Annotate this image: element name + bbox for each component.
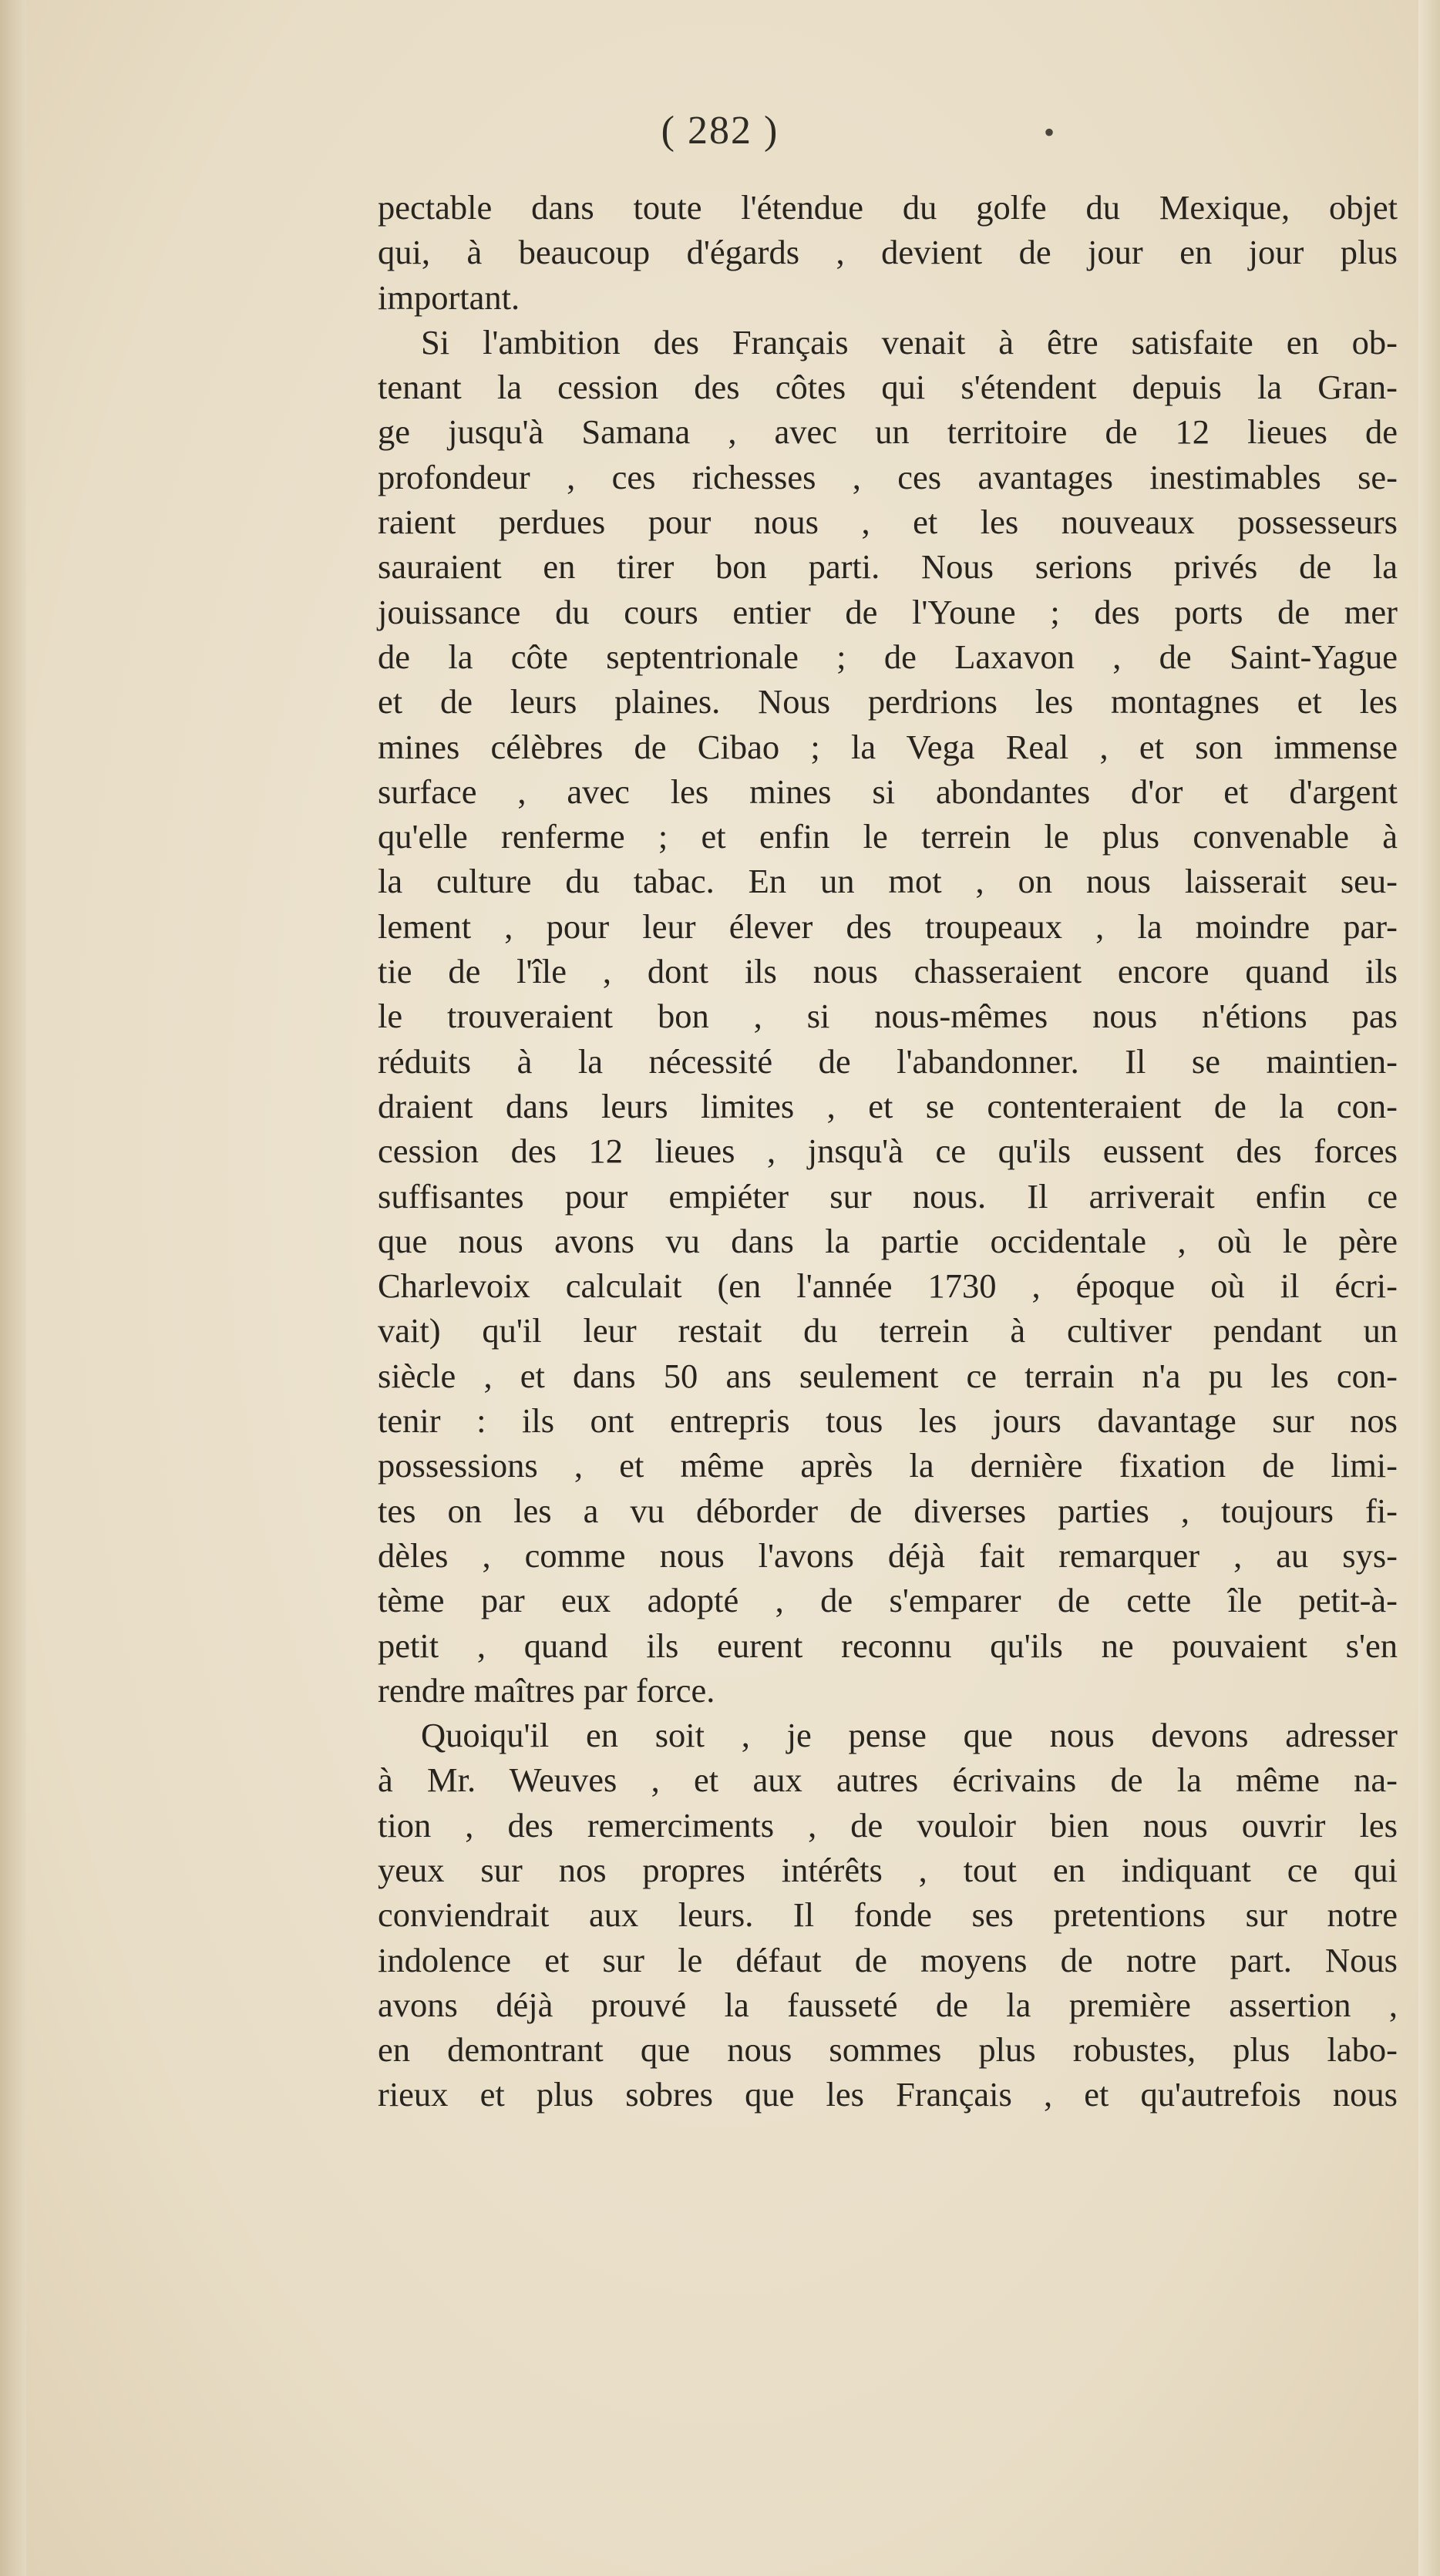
text-line: de la côte septentrionale ; de Laxavon , de Saint-Yague xyxy=(378,637,1398,676)
text-line: conviendrait aux leurs. Il fonde ses pretentions sur notre xyxy=(378,1895,1398,1935)
text-line: avons déjà prouvé la fausseté de la première assertion , xyxy=(378,1985,1398,2024)
text-line: Quoiqu'il en soit , je pense que nous devons adresser xyxy=(421,1716,1398,1755)
text-line: petit , quand ils eurent reconnu qu'ils ne pouvaient s'en xyxy=(378,1626,1398,1665)
text-line: réduits à la nécessité de l'abandonner. Il se maintien- xyxy=(378,1041,1398,1081)
text-line: profondeur , ces richesses , ces avantages inestimables se- xyxy=(378,457,1398,496)
text-line: tenir : ils ont entrepris tous les jours davantage sur nos xyxy=(378,1401,1398,1441)
text-line: vait) qu'il leur restait du terrein à cultiver pendant un xyxy=(378,1311,1398,1350)
text-line: jouissance du cours entier de l'Youne ; des ports de mer xyxy=(378,592,1398,631)
text-line: qui, à beaucoup d'égards , devient de jour en jour plus xyxy=(378,233,1398,272)
text-line: la culture du tabac. En un mot , on nous laisserait seu- xyxy=(378,862,1398,901)
text-line: sauraient en tirer bon parti. Nous serions privés de la xyxy=(378,547,1398,587)
body-text xyxy=(378,185,1398,2117)
text-line: que nous avons vu dans la partie occidentale , où le père xyxy=(378,1221,1398,1260)
text-line: et de leurs plaines. Nous perdrions les montagnes et les xyxy=(378,682,1398,721)
text-line: tion , des remerciments , de vouloir bien nous ouvrir les xyxy=(378,1805,1398,1845)
text-line: indolence et sur le défaut de moyens de notre part. Nous xyxy=(378,1940,1398,1979)
page-gutter-shadow xyxy=(0,0,26,2576)
paragraph-3 xyxy=(378,1713,1398,2117)
text-line: Charlevoix calculait (en l'année 1730 , époque où il écri- xyxy=(378,1266,1398,1306)
text-line: rendre maîtres par force. xyxy=(378,1670,715,1710)
text-line: tie de l'île , dont ils nous chasseraient encore quand ils xyxy=(378,952,1398,991)
text-line: possessions , et même après la dernière fixation de limi- xyxy=(378,1446,1398,1485)
text-line: cession des 12 lieues , jnsqu'à ce qu'ils eussent des forces xyxy=(378,1132,1398,1171)
page-number: ( 282 ) xyxy=(661,109,779,153)
page-edge-shadow xyxy=(1418,0,1440,2576)
text-line: tème par eux adopté , de s'emparer de cette île petit-à- xyxy=(378,1581,1398,1620)
text-line: Si l'ambition des Français venait à être satisfaite en ob- xyxy=(421,322,1398,362)
text-line: suffisantes pour empiéter sur nous. Il arriverait enfin ce xyxy=(378,1176,1398,1216)
text-line: tes on les a vu déborder de diverses parties , toujours fi- xyxy=(378,1491,1398,1530)
text-line: ge jusqu'à Samana , avec un territoire de 12 lieues de xyxy=(378,412,1398,452)
text-line: à Mr. Weuves , et aux autres écrivains de la même na- xyxy=(378,1760,1398,1800)
paragraph-1 xyxy=(378,185,1398,320)
text-line: draient dans leurs limites , et se contenteraient de la con- xyxy=(378,1086,1398,1125)
text-line: raient perdues pour nous , et les nouveaux possesseurs xyxy=(378,503,1398,542)
text-line: surface , avec les mines si abondantes d'or et d'argent xyxy=(378,772,1398,811)
text-line: siècle , et dans 50 ans seulement ce terrain n'a pu les con- xyxy=(378,1356,1398,1395)
text-line: mines célèbres de Cibao ; la Vega Real , et son immense xyxy=(378,727,1398,766)
ink-dot-mark: • xyxy=(1044,115,1055,150)
text-line: yeux sur nos propres intérêts , tout en indiquant ce qui xyxy=(378,1850,1398,1889)
text-line: le trouveraient bon , si nous-mêmes nous n'étions pas xyxy=(378,997,1398,1036)
text-line: pectable dans toute l'étendue du golfe du Mexique, objet xyxy=(378,188,1398,227)
paragraph-2 xyxy=(378,320,1398,1713)
text-line: rieux et plus sobres que les Français , et qu'autrefois nous xyxy=(378,2075,1398,2114)
text-line: lement , pour leur élever des troupeaux , la moindre par- xyxy=(378,906,1398,946)
text-line: qu'elle renferme ; et enfin le terrein le plus convenable à xyxy=(378,817,1398,856)
text-line: dèles , comme nous l'avons déjà fait remarquer , au sys- xyxy=(378,1535,1398,1575)
text-line: en demontrant que nous sommes plus robustes, plus labo- xyxy=(378,2030,1398,2070)
text-line: important. xyxy=(378,277,520,317)
text-line: tenant la cession des côtes qui s'étendent depuis la Gran- xyxy=(378,368,1398,407)
